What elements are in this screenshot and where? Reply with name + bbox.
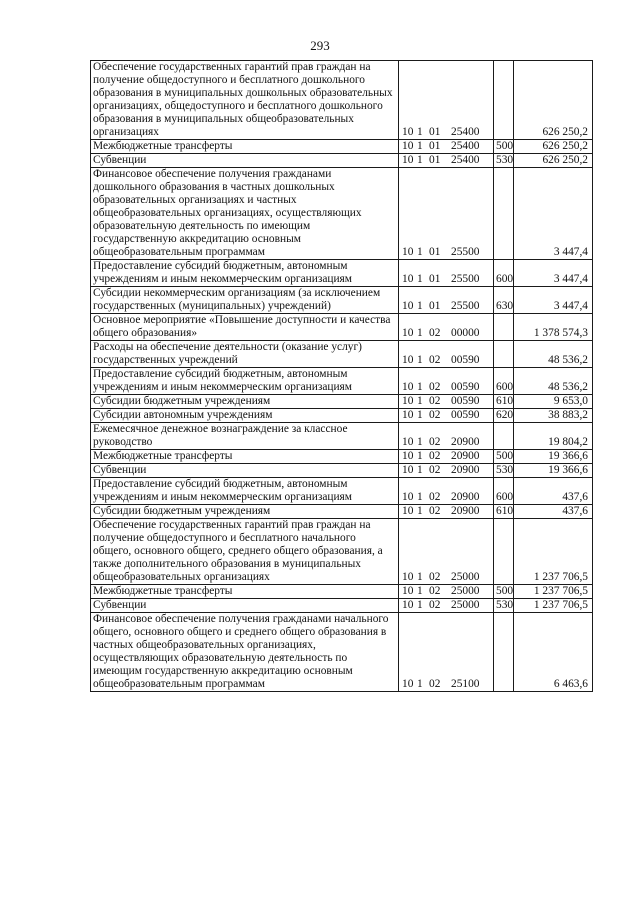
code-group: 02	[429, 409, 441, 421]
row-amount: 437,6	[514, 505, 593, 519]
row-expense-type: 530	[494, 599, 514, 613]
row-amount: 19 366,6	[514, 450, 593, 464]
code-section: 10	[402, 273, 414, 285]
row-name: Предоставление субсидий бюджетным, автономным учреждениям и иным некоммерческим организациям	[91, 368, 399, 395]
row-name: Субвенции	[91, 464, 399, 478]
code-section: 10	[402, 491, 414, 503]
code-subsection: 1	[417, 464, 423, 476]
code-item: 20900	[451, 491, 480, 503]
code-section: 10	[402, 505, 414, 517]
row-expense-type: 500	[494, 585, 514, 599]
code-group: 02	[429, 395, 441, 407]
row-code	[399, 599, 494, 613]
row-expense-type: 500	[494, 450, 514, 464]
row-code	[399, 464, 494, 478]
code-subsection: 1	[417, 395, 423, 407]
code-item: 00590	[451, 354, 480, 366]
row-expense-type	[494, 341, 514, 368]
code-group: 02	[429, 491, 441, 503]
row-code	[399, 287, 494, 314]
code-group: 02	[429, 464, 441, 476]
code-subsection: 1	[417, 678, 423, 690]
page-number: 293	[310, 38, 330, 53]
code-subsection: 1	[417, 354, 423, 366]
row-amount: 38 883,2	[514, 409, 593, 423]
row-amount: 19 366,6	[514, 464, 593, 478]
code-item: 00590	[451, 395, 480, 407]
row-expense-type: 620	[494, 409, 514, 423]
row-amount: 1 237 706,5	[514, 585, 593, 599]
row-code	[399, 450, 494, 464]
row-expense-type	[494, 613, 514, 692]
code-item: 20900	[451, 505, 480, 517]
table-row	[91, 395, 593, 409]
code-section: 10	[402, 126, 414, 138]
table-row	[91, 519, 593, 585]
code-group: 01	[429, 273, 441, 285]
row-expense-type	[494, 61, 514, 140]
row-code	[399, 585, 494, 599]
code-item: 20900	[451, 464, 480, 476]
row-amount: 6 463,6	[514, 613, 593, 692]
row-name: Предоставление субсидий бюджетным, автономным учреждениям и иным некоммерческим организациям	[91, 260, 399, 287]
row-name: Межбюджетные трансферты	[91, 140, 399, 154]
table-row	[91, 505, 593, 519]
code-item: 00590	[451, 409, 480, 421]
row-expense-type	[494, 168, 514, 260]
row-name: Расходы на обеспечение деятельности (оказание услуг) государственных учреждений	[91, 341, 399, 368]
row-name: Субсидии бюджетным учреждениям	[91, 505, 399, 519]
table-row	[91, 314, 593, 341]
row-name: Предоставление субсидий бюджетным, автономным учреждениям и иным некоммерческим организациям	[91, 478, 399, 505]
table-row	[91, 168, 593, 260]
code-subsection: 1	[417, 436, 423, 448]
code-subsection: 1	[417, 491, 423, 503]
code-item: 00000	[451, 327, 480, 339]
code-section: 10	[402, 154, 414, 166]
code-item: 25100	[451, 678, 480, 690]
row-name: Субсидии некоммерческим организациям (за исключением государственных (муниципальных) учреждений)	[91, 287, 399, 314]
code-subsection: 1	[417, 126, 423, 138]
row-name: Основное мероприятие «Повышение доступности и качества общего образования»	[91, 314, 399, 341]
code-section: 10	[402, 678, 414, 690]
row-code	[399, 423, 494, 450]
row-expense-type	[494, 314, 514, 341]
code-group: 01	[429, 246, 441, 258]
row-name: Субвенции	[91, 154, 399, 168]
code-group: 01	[429, 154, 441, 166]
table-row	[91, 140, 593, 154]
row-code	[399, 505, 494, 519]
row-name: Субвенции	[91, 599, 399, 613]
code-section: 10	[402, 599, 414, 611]
row-code	[399, 168, 494, 260]
row-name: Субсидии автономным учреждениям	[91, 409, 399, 423]
code-section: 10	[402, 409, 414, 421]
code-subsection: 1	[417, 585, 423, 597]
code-section: 10	[402, 381, 414, 393]
row-code	[399, 395, 494, 409]
row-code	[399, 368, 494, 395]
row-code	[399, 613, 494, 692]
code-group: 02	[429, 450, 441, 462]
code-section: 10	[402, 327, 414, 339]
row-amount: 1 237 706,5	[514, 519, 593, 585]
row-expense-type: 600	[494, 260, 514, 287]
table-row	[91, 154, 593, 168]
code-item: 00590	[451, 381, 480, 393]
code-item: 20900	[451, 450, 480, 462]
row-code	[399, 140, 494, 154]
row-name: Финансовое обеспечение получения гражданами начального общего, основного общего и среднего общего образования в частных общеобразовательных организациях, осуществляющих образовательную деятельность по имеющим государственную аккредитацию основным общеобразовательным программам	[91, 613, 399, 692]
table-row	[91, 478, 593, 505]
table-row	[91, 450, 593, 464]
row-expense-type: 600	[494, 478, 514, 505]
table-row	[91, 464, 593, 478]
code-group: 02	[429, 678, 441, 690]
code-group: 01	[429, 140, 441, 152]
code-section: 10	[402, 450, 414, 462]
row-amount: 1 378 574,3	[514, 314, 593, 341]
code-section: 10	[402, 436, 414, 448]
row-amount: 626 250,2	[514, 154, 593, 168]
row-code	[399, 314, 494, 341]
row-amount: 48 536,2	[514, 368, 593, 395]
row-expense-type: 600	[494, 368, 514, 395]
code-subsection: 1	[417, 409, 423, 421]
row-expense-type: 530	[494, 154, 514, 168]
table-row	[91, 585, 593, 599]
code-item: 20900	[451, 436, 480, 448]
row-name: Ежемесячное денежное вознаграждение за классное руководство	[91, 423, 399, 450]
row-name: Финансовое обеспечение получения гражданами дошкольного образования в частных дошкольных образовательных организациях и частных общеобразовательных организациях, осуществляющих образовательную деятельность по имеющим государственную аккредитацию основным общеобразовательным программам	[91, 168, 399, 260]
code-item: 25000	[451, 585, 480, 597]
budget-table-body	[91, 61, 593, 692]
row-code	[399, 61, 494, 140]
row-name: Обеспечение государственных гарантий прав граждан на получение общедоступного и бесплатного дошкольного образования в муниципальных дошкольных образовательных организациях, общедоступного и бесплатного дошкольного образования в муниципальных общеобразовательных организациях	[91, 61, 399, 140]
row-code	[399, 478, 494, 505]
code-section: 10	[402, 354, 414, 366]
code-subsection: 1	[417, 381, 423, 393]
row-expense-type: 610	[494, 505, 514, 519]
code-group: 02	[429, 571, 441, 583]
row-amount: 437,6	[514, 478, 593, 505]
row-expense-type	[494, 519, 514, 585]
row-amount: 3 447,4	[514, 260, 593, 287]
code-item: 25400	[451, 154, 480, 166]
code-subsection: 1	[417, 273, 423, 285]
row-code	[399, 519, 494, 585]
row-expense-type	[494, 423, 514, 450]
row-code	[399, 409, 494, 423]
code-group: 02	[429, 327, 441, 339]
code-group: 02	[429, 505, 441, 517]
code-item: 25000	[451, 571, 480, 583]
code-section: 10	[402, 585, 414, 597]
row-name: Межбюджетные трансферты	[91, 585, 399, 599]
table-row	[91, 341, 593, 368]
code-group: 02	[429, 436, 441, 448]
row-expense-type: 610	[494, 395, 514, 409]
code-section: 10	[402, 464, 414, 476]
code-section: 10	[402, 140, 414, 152]
row-name: Межбюджетные трансферты	[91, 450, 399, 464]
code-group: 01	[429, 300, 441, 312]
row-amount: 48 536,2	[514, 341, 593, 368]
code-subsection: 1	[417, 571, 423, 583]
code-section: 10	[402, 246, 414, 258]
table-row	[91, 613, 593, 692]
code-group: 02	[429, 585, 441, 597]
code-item: 25000	[451, 599, 480, 611]
code-item: 25500	[451, 246, 480, 258]
code-subsection: 1	[417, 450, 423, 462]
code-section: 10	[402, 300, 414, 312]
code-group: 02	[429, 381, 441, 393]
code-section: 10	[402, 395, 414, 407]
code-group: 02	[429, 354, 441, 366]
row-amount: 626 250,2	[514, 61, 593, 140]
table-row	[91, 423, 593, 450]
table-row	[91, 409, 593, 423]
row-name: Субсидии бюджетным учреждениям	[91, 395, 399, 409]
table-row	[91, 260, 593, 287]
code-group: 01	[429, 126, 441, 138]
table-row	[91, 287, 593, 314]
row-amount: 3 447,4	[514, 287, 593, 314]
code-subsection: 1	[417, 154, 423, 166]
row-code	[399, 341, 494, 368]
row-amount: 9 653,0	[514, 395, 593, 409]
row-expense-type: 630	[494, 287, 514, 314]
row-amount: 1 237 706,5	[514, 599, 593, 613]
code-item: 25500	[451, 273, 480, 285]
code-item: 25400	[451, 140, 480, 152]
code-subsection: 1	[417, 140, 423, 152]
budget-table	[90, 60, 593, 692]
code-subsection: 1	[417, 599, 423, 611]
row-amount: 19 804,2	[514, 423, 593, 450]
code-subsection: 1	[417, 505, 423, 517]
row-amount: 626 250,2	[514, 140, 593, 154]
row-name: Обеспечение государственных гарантий прав граждан на получение общедоступного и бесплатного начального общего, основного общего, среднего общего образования, а также дополнительного образования в муниципальных общеобразовательных организациях	[91, 519, 399, 585]
code-section: 10	[402, 571, 414, 583]
table-row	[91, 61, 593, 140]
code-item: 25400	[451, 126, 480, 138]
code-subsection: 1	[417, 327, 423, 339]
code-group: 02	[429, 599, 441, 611]
code-subsection: 1	[417, 300, 423, 312]
row-expense-type: 500	[494, 140, 514, 154]
code-subsection: 1	[417, 246, 423, 258]
row-code	[399, 154, 494, 168]
table-row	[91, 599, 593, 613]
row-amount: 3 447,4	[514, 168, 593, 260]
row-expense-type: 530	[494, 464, 514, 478]
code-item: 25500	[451, 300, 480, 312]
table-row	[91, 368, 593, 395]
row-code	[399, 260, 494, 287]
